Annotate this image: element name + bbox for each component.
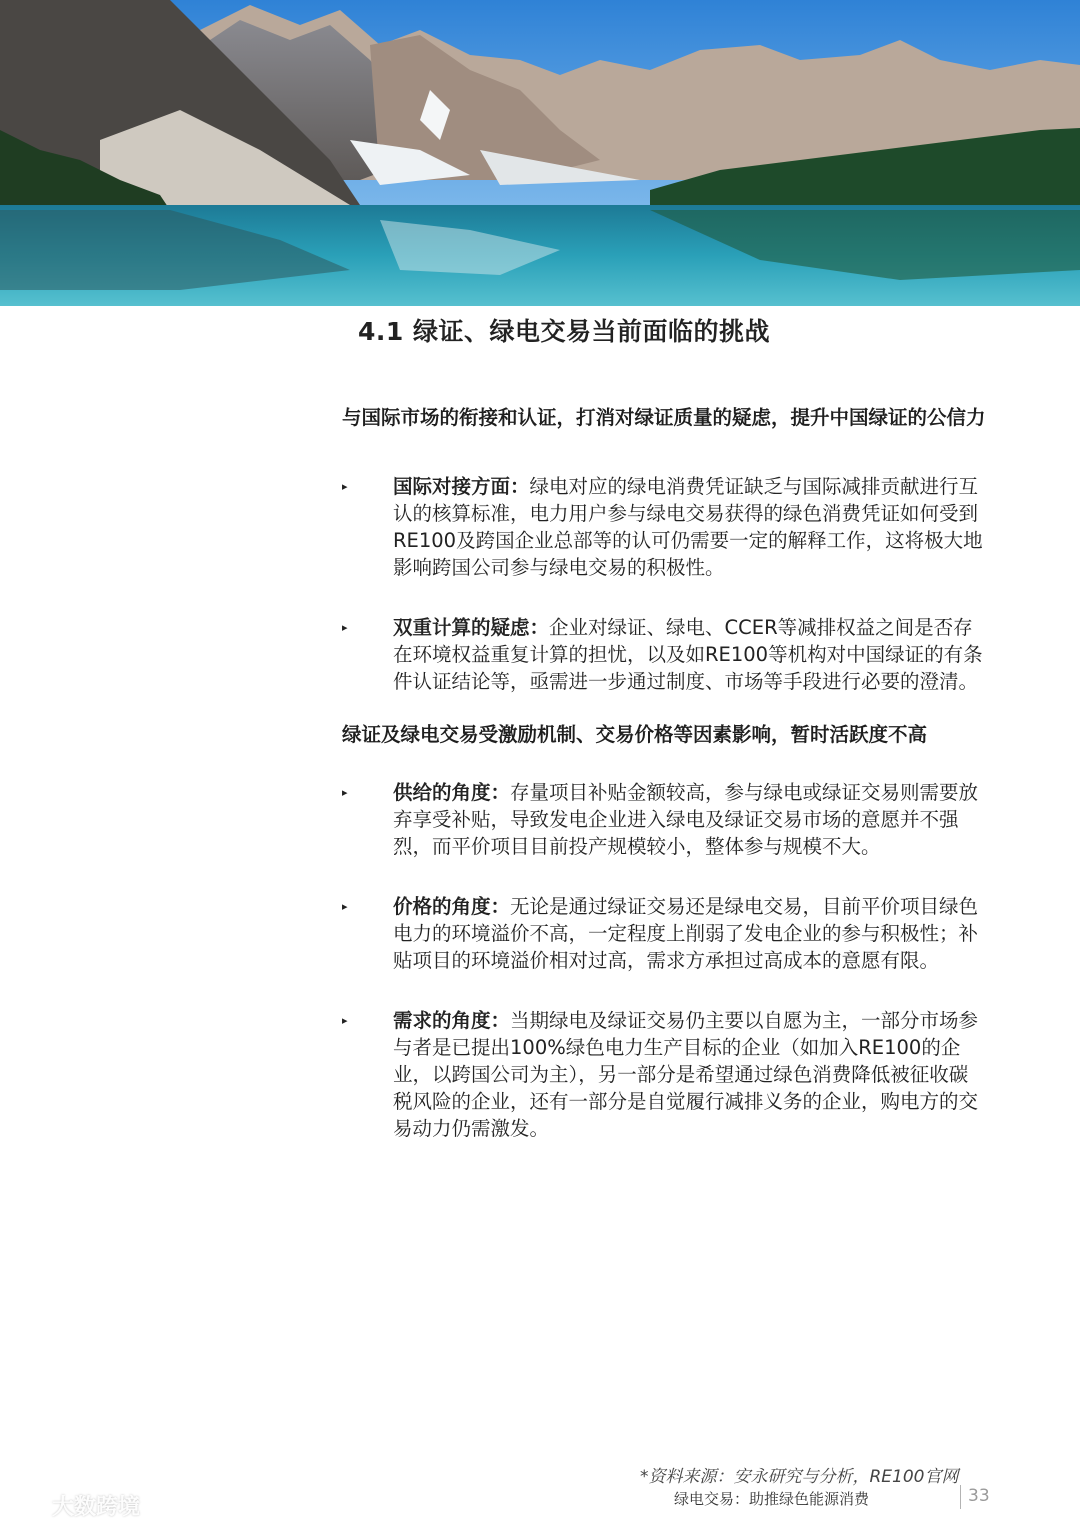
bullet-arrow-icon: ▸ <box>342 621 348 634</box>
hero-image <box>0 0 1080 306</box>
item-text: 存量项目补贴金额较高，参与绿电或绿证交易则需要放弃享受补贴，导致发电企业进入绿电及绿证交易市场的意愿并不强烈，而平价项目目前投产规模较小，整体参与规模不大。 <box>393 781 979 858</box>
item-text: 企业对绿证、绿电、CCER等减排权益之间是否存在环境权益重复计算的担忧，以及如RE100等机构对中国绿证的有条件认证结论等，亟需进一步通过制度、市场等手段进行必要的澄清。 <box>393 616 983 693</box>
bullet-list <box>342 473 987 695</box>
group-heading: 与国际市场的衔接和认证，打消对绿证质量的疑虑，提升中国绿证的公信力 <box>342 406 986 429</box>
watermark-logo-icon <box>10 1492 46 1520</box>
item-term: 双重计算的疑虑： <box>393 616 550 639</box>
list-item <box>342 779 987 860</box>
item-text: 无论是通过绿证交易还是绿电交易，目前平价项目绿色电力的环境溢价不高，一定程度上削弱了发电企业的参与积极性；补贴项目的环境溢价相对过高，需求方承担过高成本的意愿有限。 <box>393 895 979 972</box>
footer-doc-title: 绿电交易：助推绿色能源消费 <box>674 1490 870 1508</box>
list-item <box>342 614 987 695</box>
bullet-arrow-icon: ▸ <box>342 900 348 913</box>
item-term: 供给的角度： <box>393 781 511 804</box>
item-term: 需求的角度： <box>393 1009 511 1032</box>
footer-source: *资料来源：安永研究与分析，RE100官网 <box>640 1467 959 1487</box>
bullet-arrow-icon: ▸ <box>342 1014 348 1027</box>
watermark <box>10 1490 140 1521</box>
list-item <box>342 473 987 581</box>
group-heading: 绿证及绿电交易受激励机制、交易价格等因素影响，暂时活跃度不高 <box>342 723 928 746</box>
item-term: 价格的角度： <box>393 895 511 918</box>
footer-divider <box>960 1485 961 1509</box>
bullet-list <box>342 779 987 1142</box>
item-text: 绿电对应的绿电消费凭证缺乏与国际减排贡献进行互认的核算标准，电力用户参与绿电交易获得的绿色消费凭证如何受到RE100及跨国企业总部等的认可仍需要一定的解释工作，这将极大地影响跨国公司参与绿电交易的积极性。 <box>393 475 983 579</box>
watermark-text: 大数跨境 <box>52 1495 141 1520</box>
bullet-arrow-icon: ▸ <box>342 786 348 799</box>
item-term: 国际对接方面： <box>393 475 530 498</box>
content-body <box>342 404 987 1142</box>
list-item <box>342 1007 987 1142</box>
page-number: 33 <box>968 1486 990 1506</box>
bullet-arrow-icon: ▸ <box>342 480 348 493</box>
list-item <box>342 893 987 974</box>
item-text: 当期绿电及绿证交易仍主要以自愿为主，一部分市场参与者是已提出100%绿色电力生产目标的企业（如加入RE100的企业，以跨国公司为主），另一部分是希望通过绿色消费降低被征收碳税风险的企业，还有一部分是自觉履行减排义务的企业，购电方的交易动力仍需激发。 <box>393 1009 979 1140</box>
section-title: 4.1 绿证、绿电交易当前面临的挑战 <box>358 317 770 346</box>
